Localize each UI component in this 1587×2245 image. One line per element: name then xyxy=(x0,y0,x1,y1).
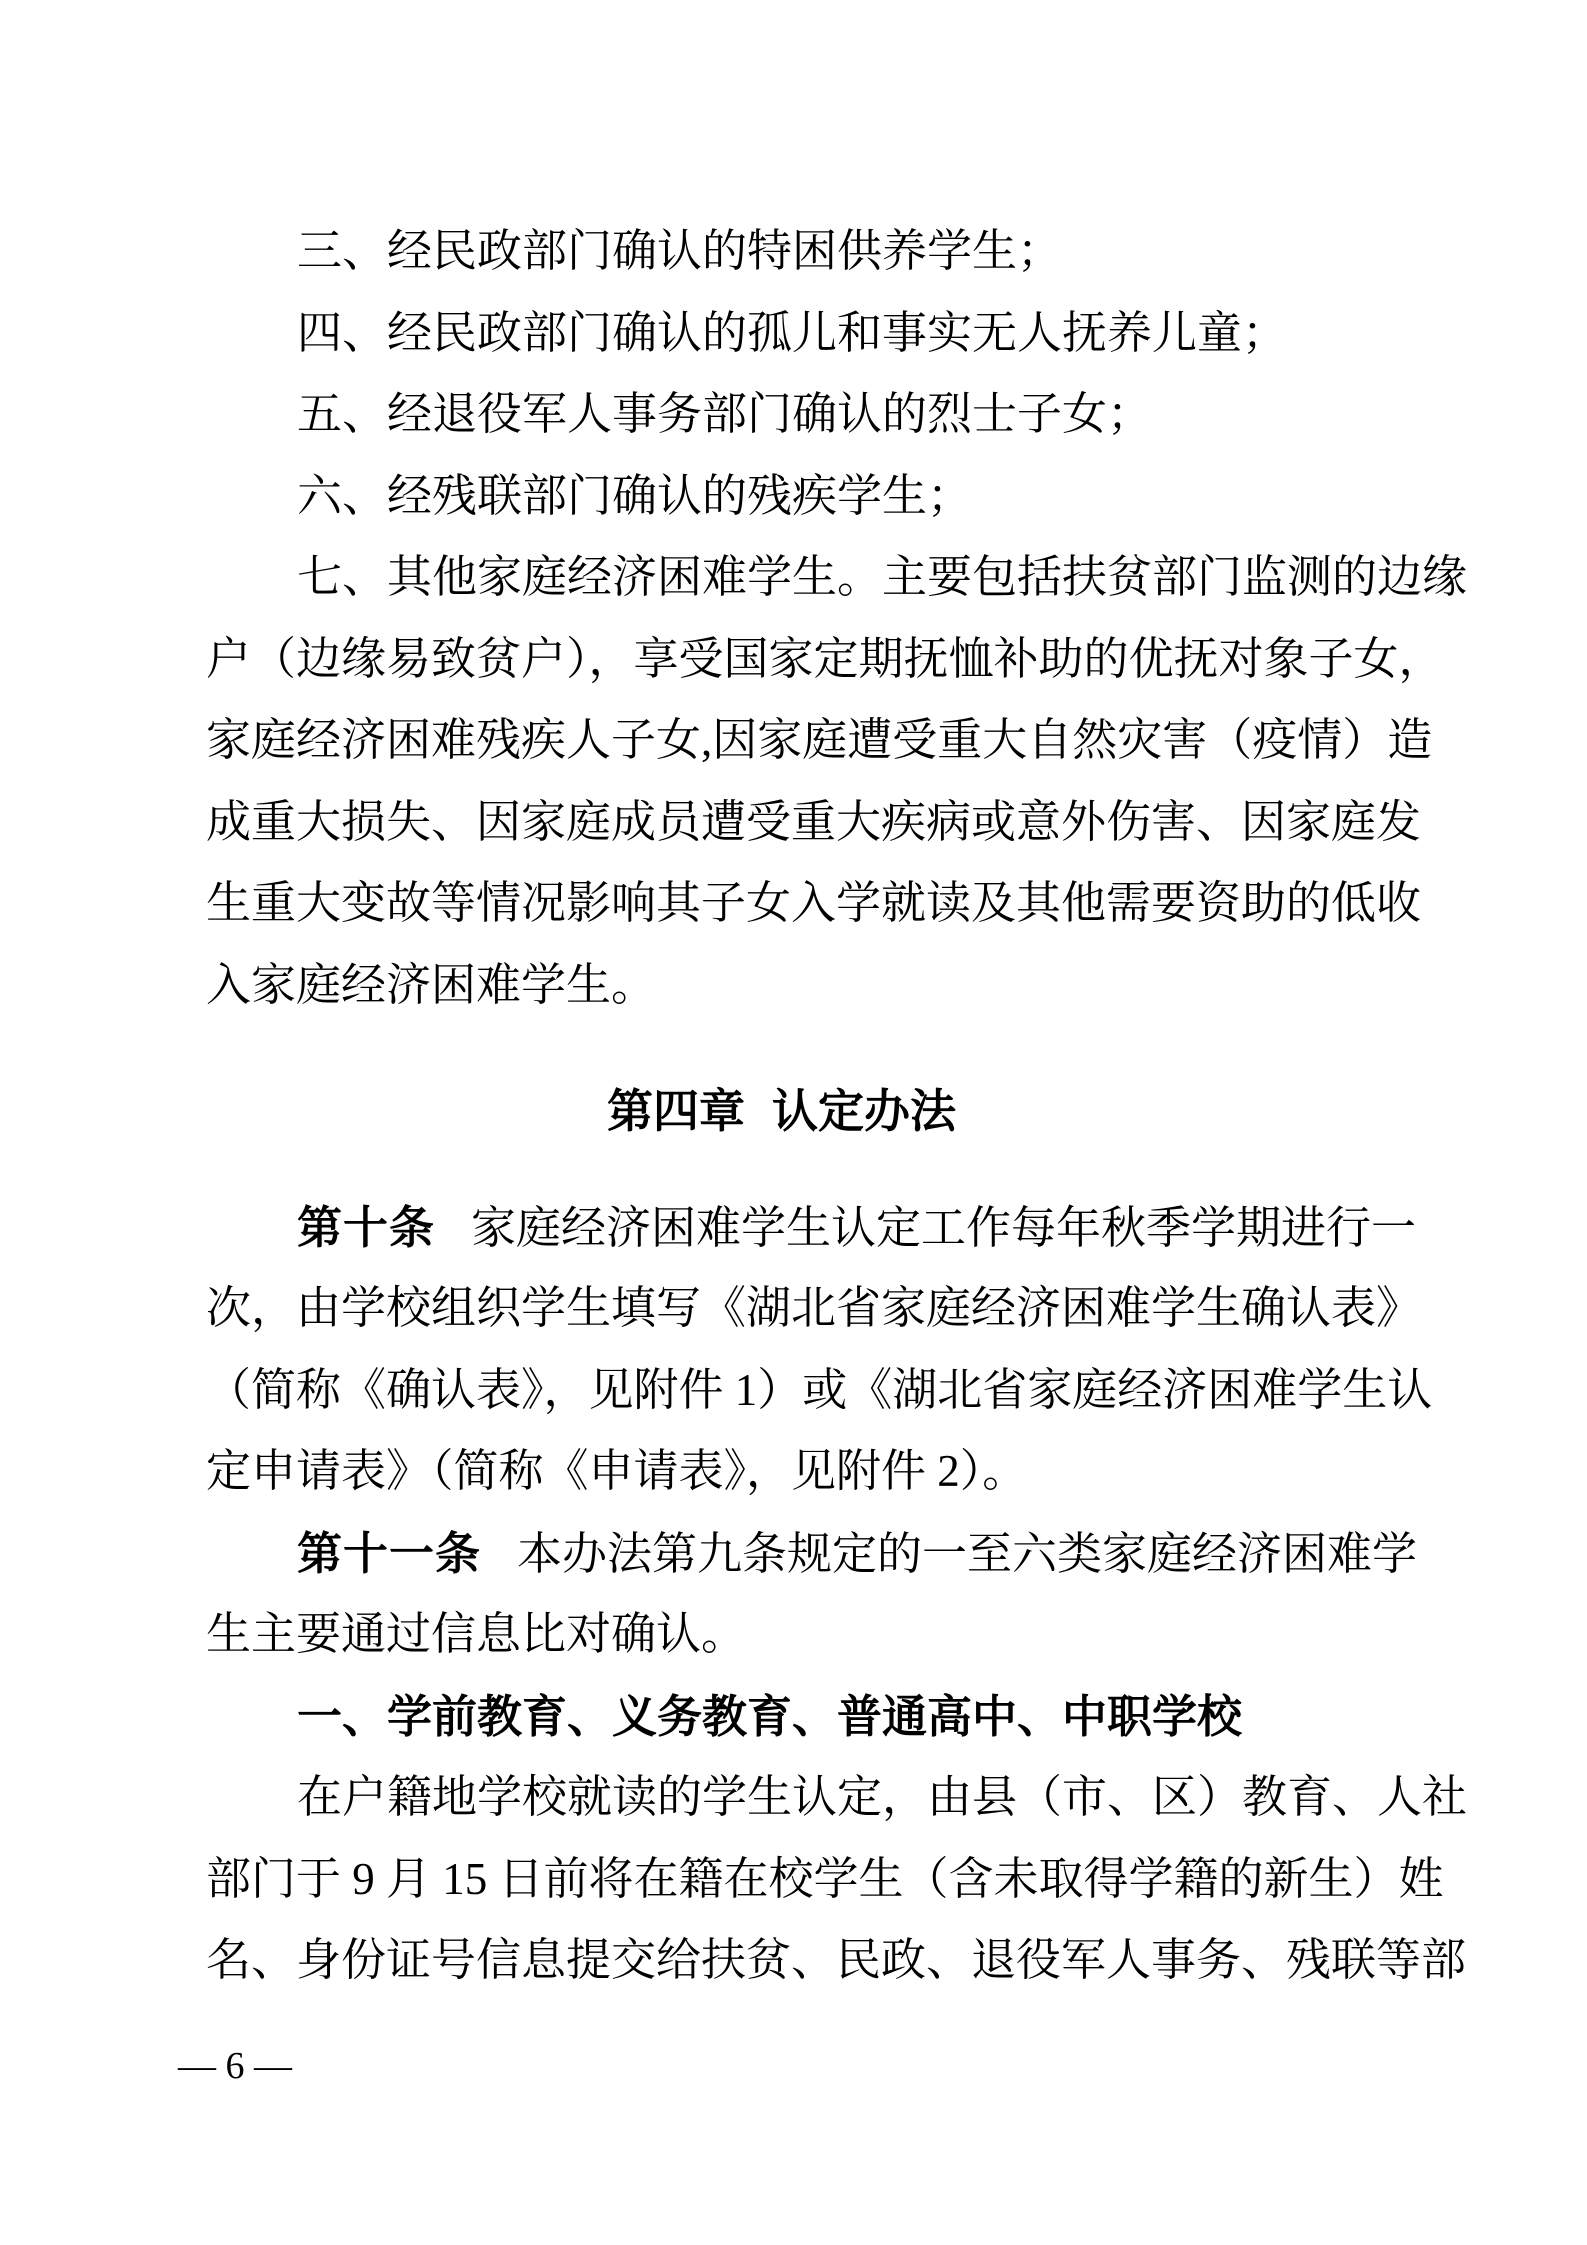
article-10-text: 家庭经济困难学生认定工作每年秋季学期进行一 xyxy=(471,1202,1417,1253)
chapter-number: 第四章 xyxy=(607,1085,745,1137)
text-line: 家庭经济困难残疾人子女,因家庭遭受重大自然灾害（疫情）造 xyxy=(206,715,1433,765)
chapter-heading xyxy=(607,1071,1452,1153)
text-line: 入家庭经济困难学生。 xyxy=(206,959,657,1010)
text-line: 成重大损失、因家庭成员遭受重大疾病或意外伤害、因家庭发 xyxy=(206,796,1422,847)
paragraph-article-10 xyxy=(206,1187,1452,1513)
page-number: — 6 — xyxy=(178,2045,292,2087)
text-line: 名、身份证号信息提交给扶贫、民政、退役军人事务、残联等部 xyxy=(206,1935,1467,1985)
text-line: 七、其他家庭经济困难学生。主要包括扶贫部门监测的边缘 xyxy=(297,552,1468,602)
article-11-text: 本办法第九条规定的一至六类家庭经济困难学 xyxy=(517,1528,1418,1579)
section-subheading: 一、学前教育、义务教育、普通高中、中职学校 xyxy=(297,1690,1243,1742)
chapter-title: 认定办法 xyxy=(772,1085,956,1137)
list-item-4: 四、经民政部门确认的孤儿和事实无人抚养儿童； xyxy=(297,307,1288,358)
text-line: 生主要通过信息比对确认。 xyxy=(206,1609,747,1659)
article-11-label: 第十一条 xyxy=(297,1527,482,1579)
paragraph-item-7 xyxy=(206,537,1468,1026)
list-item-3: 三、经民政部门确认的特困供养学生； xyxy=(297,226,1063,276)
paragraph-article-11 xyxy=(206,1513,1452,1676)
list-item-6: 六、经残联部门确认的残疾学生； xyxy=(297,470,973,521)
list-item-5: 五、经退役军人事务部门确认的烈士子女； xyxy=(297,389,1153,439)
text-line: 户（边缘易致贫户），享受国家定期抚恤补助的优抚对象子女， xyxy=(206,633,1444,684)
text-line xyxy=(206,1187,1452,1269)
text-line xyxy=(206,1513,1452,1595)
article-10-label: 第十条 xyxy=(297,1201,436,1253)
text-line: 生重大变故等情况影响其子女入学就读及其他需要资助的低收 xyxy=(206,878,1422,928)
document-body xyxy=(206,211,1468,2002)
paragraph-closing xyxy=(206,1757,1468,2002)
text-line: 部门于 9 月 15 日前将在籍在校学生（含未取得学籍的新生）姓 xyxy=(206,1853,1444,1904)
text-line: 在户籍地学校就读的学生认定，由县（市、区）教育、人社 xyxy=(297,1772,1468,1822)
text-line: （简称《确认表》，见附件 1）或《湖北省家庭经济困难学生认 xyxy=(206,1364,1433,1415)
text-line: 定申请表》（简称《申请表》，见附件 2）。 xyxy=(206,1446,1028,1496)
text-line: 次，由学校组织学生填写《湖北省家庭经济困难学生确认表》 xyxy=(206,1283,1422,1333)
